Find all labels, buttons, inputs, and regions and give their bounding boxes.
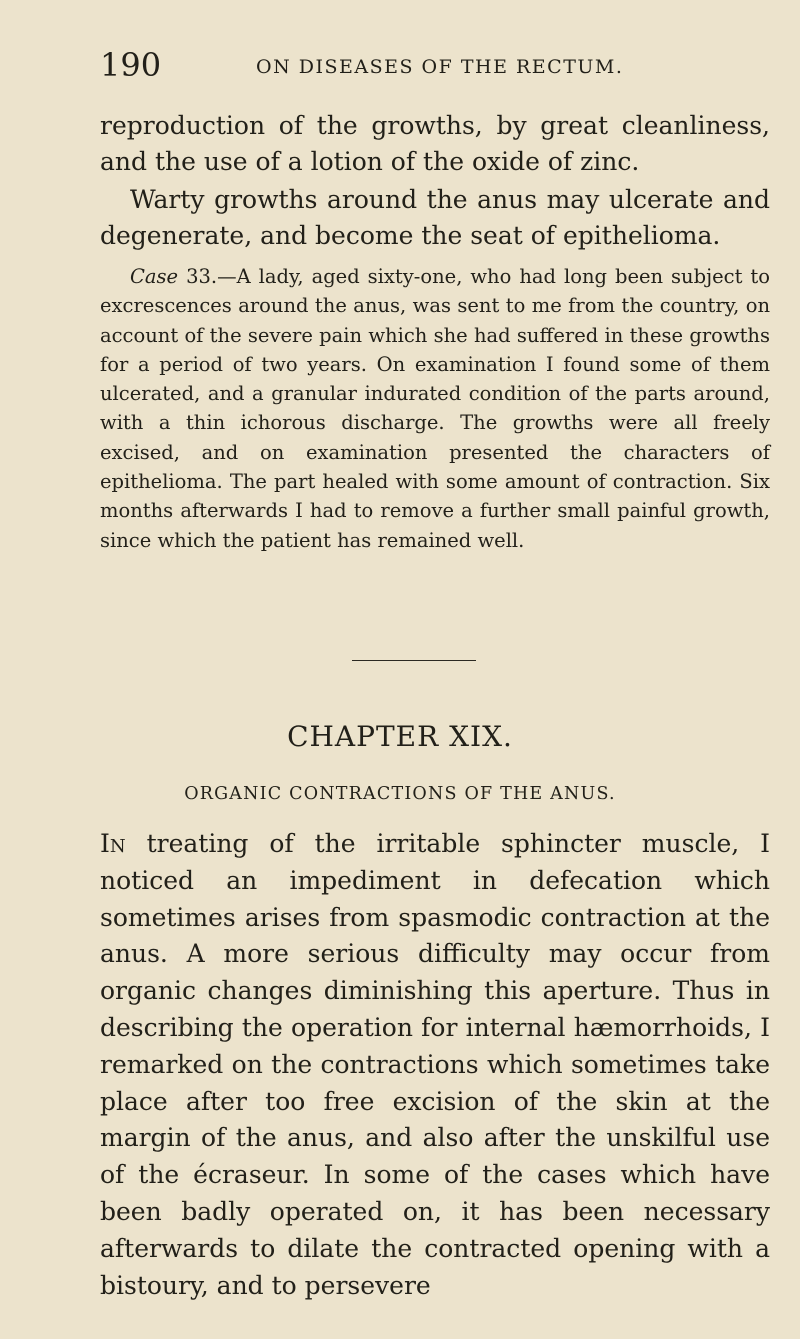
running-head: ON DISEASES OF THE RECTUM.: [256, 56, 624, 78]
chapter-opening-paragraph: [100, 826, 770, 1304]
page-header: [0, 40, 800, 90]
warty-growths-paragraph: Warty growths around the anus may ulcerate and degenerate, and become the seat of epithelioma.: [100, 185, 770, 250]
case-paragraph: [100, 262, 770, 555]
case-label: Case: [130, 265, 179, 288]
case-text: 33.—A lady, aged sixty-one, who had long been subject to excrescences around the anus, was sent to me from the country, on account of the severe pain which she had suffered in these growths for a period of two years. On examination I found some of them ulcerated, and a granular indurated condition of the parts around, with a thin ichorous discharge. The growths were all freely excised, and on examination presented the characters of epithelioma. The part healed with some amount of contraction. Six months afterwards I had to remove a further small painful growth, since which the patient has remained well.: [100, 265, 770, 552]
chapter-subtitle: ORGANIC CONTRACTIONS OF THE ANUS.: [184, 784, 616, 804]
opening-word: In: [100, 829, 126, 858]
intro-paragraph: reproduction of the growths, by great cleanliness, and the use of a lotion of the oxide of zinc.: [100, 111, 770, 176]
opening-text: treating of the irritable sphincter muscle, I noticed an impediment in defecation which sometimes arises from spasmodic contraction at the anus. A more serious difficulty may occur from organic changes diminishing this aperture. Thus in describing the operation for internal hæmorrhoids, I remarked on the contractions which sometimes take place after too free excision of the skin at the margin of the anus, and also after the unskilful use of the écraseur. In some of the cases which have been badly operated on, it has been necessary afterwards to dilate the contracted opening with a bistoury, and to persevere: [100, 829, 770, 1300]
page-number: 190: [100, 46, 162, 84]
section-divider: [352, 660, 476, 661]
chapter-title: CHAPTER XIX.: [287, 720, 513, 753]
